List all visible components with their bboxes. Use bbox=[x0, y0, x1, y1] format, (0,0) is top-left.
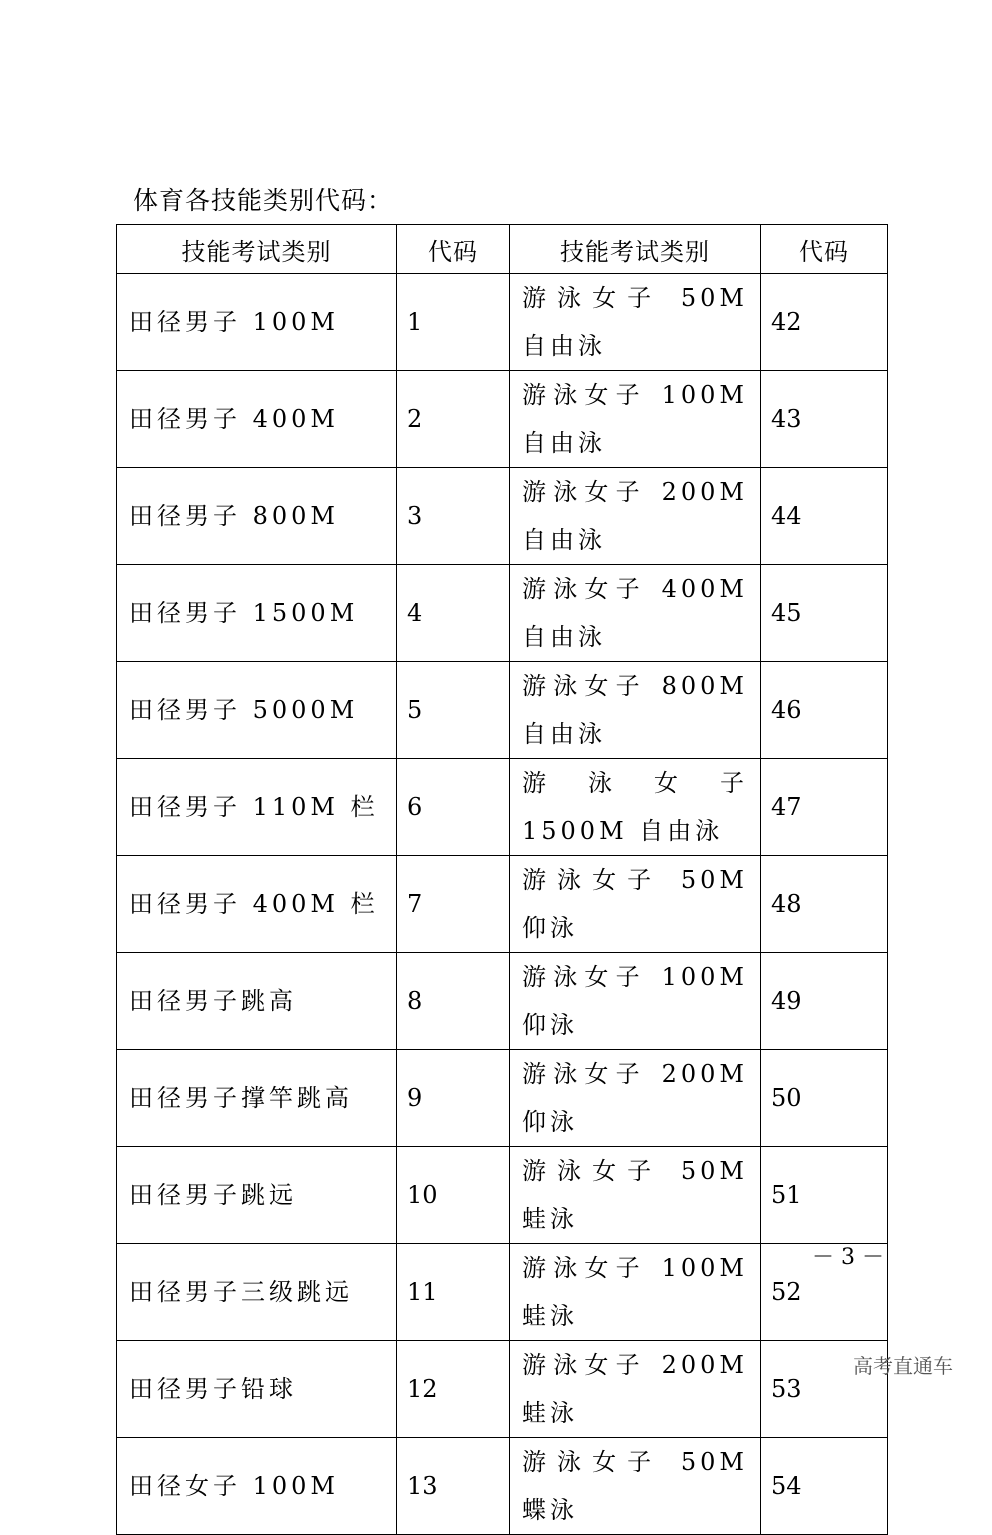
right-category-cell: 游泳女子 50M 蝶泳 bbox=[510, 1438, 761, 1535]
table-row bbox=[117, 274, 888, 371]
left-category-cell: 田径男子铅球 bbox=[117, 1341, 397, 1438]
right-code-cell: 46 bbox=[761, 662, 888, 759]
header-code-right: 代码 bbox=[761, 225, 888, 274]
table-row bbox=[117, 1244, 888, 1341]
table-row bbox=[117, 1050, 888, 1147]
right-category-cell: 游泳女子 50M 蛙泳 bbox=[510, 1147, 761, 1244]
right-code-cell: 54 bbox=[761, 1438, 888, 1535]
left-category-cell: 田径男子 5000M bbox=[117, 662, 397, 759]
left-code-cell: 2 bbox=[397, 371, 510, 468]
left-category-cell: 田径男子 400M 栏 bbox=[117, 856, 397, 953]
table-row bbox=[117, 468, 888, 565]
left-category-cell: 田径男子 1500M bbox=[117, 565, 397, 662]
left-code-cell: 13 bbox=[397, 1438, 510, 1535]
table-row bbox=[117, 565, 888, 662]
skill-category-code-table bbox=[116, 224, 888, 1535]
right-category-cell: 游泳女子 200M 仰泳 bbox=[510, 1050, 761, 1147]
table-row bbox=[117, 662, 888, 759]
right-code-cell: 48 bbox=[761, 856, 888, 953]
left-code-cell: 12 bbox=[397, 1341, 510, 1438]
left-category-cell: 田径男子三级跳远 bbox=[117, 1244, 397, 1341]
table-row bbox=[117, 1438, 888, 1535]
left-category-cell: 田径男子 100M bbox=[117, 274, 397, 371]
table-row bbox=[117, 856, 888, 953]
left-category-cell: 田径男子撑竿跳高 bbox=[117, 1050, 397, 1147]
right-category-cell: 游泳女子 50M 自由泳 bbox=[510, 274, 761, 371]
right-code-cell: 42 bbox=[761, 274, 888, 371]
left-category-cell: 田径男子跳远 bbox=[117, 1147, 397, 1244]
left-category-cell: 田径男子 800M bbox=[117, 468, 397, 565]
left-category-cell: 田径男子 110M 栏 bbox=[117, 759, 397, 856]
right-code-cell: 45 bbox=[761, 565, 888, 662]
left-code-cell: 5 bbox=[397, 662, 510, 759]
right-code-cell: 44 bbox=[761, 468, 888, 565]
right-code-cell: 49 bbox=[761, 953, 888, 1050]
left-code-cell: 1 bbox=[397, 274, 510, 371]
section-heading: 体育各技能类别代码： bbox=[133, 186, 394, 215]
right-code-cell: 51 bbox=[761, 1147, 888, 1244]
table-row bbox=[117, 371, 888, 468]
table-header-row bbox=[117, 225, 888, 274]
left-code-cell: 6 bbox=[397, 759, 510, 856]
right-category-cell: 游泳女子 800M 自由泳 bbox=[510, 662, 761, 759]
right-code-cell: 50 bbox=[761, 1050, 888, 1147]
left-code-cell: 11 bbox=[397, 1244, 510, 1341]
left-code-cell: 8 bbox=[397, 953, 510, 1050]
table-row bbox=[117, 953, 888, 1050]
left-category-cell: 田径男子跳高 bbox=[117, 953, 397, 1050]
left-category-cell: 田径男子 400M bbox=[117, 371, 397, 468]
right-category-cell: 游泳女子 100M 自由泳 bbox=[510, 371, 761, 468]
table-row bbox=[117, 1147, 888, 1244]
right-code-cell: 52 bbox=[761, 1244, 888, 1341]
table-row bbox=[117, 1341, 888, 1438]
left-code-cell: 4 bbox=[397, 565, 510, 662]
right-code-cell: 53 bbox=[761, 1341, 888, 1438]
right-category-cell: 游泳女子 100M 仰泳 bbox=[510, 953, 761, 1050]
table-row bbox=[117, 759, 888, 856]
right-category-cell: 游泳女子 1500M 自由泳 bbox=[510, 759, 761, 856]
right-category-cell: 游泳女子 200M 自由泳 bbox=[510, 468, 761, 565]
watermark-text: 高考直通车 bbox=[853, 1354, 953, 1378]
left-category-cell: 田径女子 100M bbox=[117, 1438, 397, 1535]
header-category-right: 技能考试类别 bbox=[510, 225, 761, 274]
right-code-cell: 43 bbox=[761, 371, 888, 468]
left-code-cell: 9 bbox=[397, 1050, 510, 1147]
left-code-cell: 7 bbox=[397, 856, 510, 953]
page-number: － 3 － bbox=[812, 1245, 884, 1270]
header-code-left: 代码 bbox=[397, 225, 510, 274]
right-category-cell: 游泳女子 50M 仰泳 bbox=[510, 856, 761, 953]
right-category-cell: 游泳女子 400M 自由泳 bbox=[510, 565, 761, 662]
right-category-cell: 游泳女子 100M 蛙泳 bbox=[510, 1244, 761, 1341]
left-code-cell: 3 bbox=[397, 468, 510, 565]
header-category-left: 技能考试类别 bbox=[117, 225, 397, 274]
left-code-cell: 10 bbox=[397, 1147, 510, 1244]
right-code-cell: 47 bbox=[761, 759, 888, 856]
right-category-cell: 游泳女子 200M 蛙泳 bbox=[510, 1341, 761, 1438]
